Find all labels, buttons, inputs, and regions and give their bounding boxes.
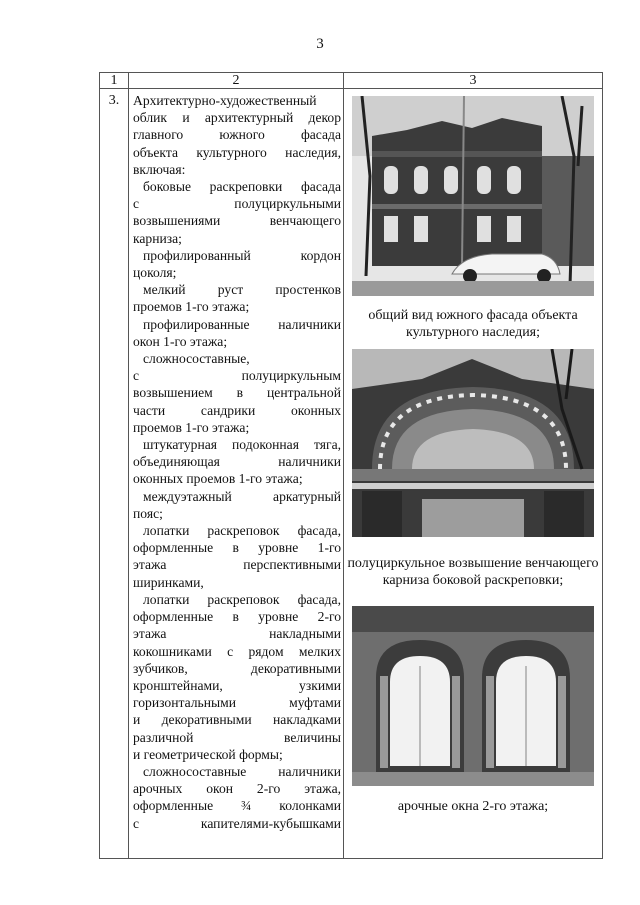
description-line: оформленные в уровне 1-го: [133, 540, 341, 556]
description-line: мелкий руст простенков: [143, 282, 341, 298]
photo-caption-2: полуциркульное возвышение венчающего карниза боковой раскреповки;: [347, 556, 599, 588]
description-line: цоколя;: [133, 265, 177, 281]
description-line: и геометрической формы;: [133, 746, 283, 762]
description-line: с капителями-кубышками: [133, 815, 341, 831]
description-line: лопатки раскреповок фасада,: [143, 591, 341, 607]
description-line: возвышениями венчающего: [133, 213, 341, 229]
description-line: проемов 1-го этажа;: [133, 419, 250, 435]
header-col-3: 3: [344, 73, 603, 89]
description-line: объединяющая наличники: [133, 454, 341, 470]
description-cell: [129, 89, 344, 859]
description-line: облик и архитектурный декор: [133, 110, 341, 126]
cornice-photo: [352, 349, 594, 537]
description-line: зубчиков, декоративными: [133, 660, 341, 676]
description-line: арочных окон 2-го этажа,: [133, 781, 341, 797]
description-line: боковые раскреповки фасада: [143, 179, 341, 195]
description-line: с полуциркульным: [133, 368, 341, 384]
description-line: кронштейнами, узкими: [133, 677, 341, 693]
description-line: оформленные ¾ колонками: [133, 798, 341, 814]
description-line: междуэтажный аркатурный: [143, 488, 341, 504]
description-line: профилированный кордон: [143, 247, 341, 263]
description-line: Архитектурно-художественный: [133, 93, 317, 108]
photo-cell: [344, 89, 603, 859]
header-row: [100, 73, 603, 89]
description-line: проемов 1-го этажа;: [133, 299, 250, 315]
description-line: сложносоставные наличники: [143, 763, 341, 779]
photo-caption-3: арочные окна 2-го этажа;: [397, 799, 549, 814]
description-line: кокошниками с рядом мелких: [133, 643, 341, 659]
description-line: оформленные в уровне 2-го: [133, 609, 341, 625]
description-line: возвышением в центральной: [133, 385, 341, 401]
description-line: части сандрики оконных: [133, 402, 341, 418]
description-line: и декоративными накладками: [133, 712, 341, 728]
row-number: 3.: [100, 89, 129, 859]
page-number: 3: [316, 36, 324, 52]
table-row: [100, 89, 603, 859]
description-line: включая:: [133, 161, 186, 177]
description-line: главного южного фасада: [133, 127, 341, 143]
description-line: сложносоставные,: [143, 351, 250, 367]
description-line: карниза;: [133, 230, 182, 246]
description-line: профилированные наличники: [143, 316, 341, 332]
description-line: пояс;: [133, 505, 163, 521]
header-col-1: 1: [100, 73, 129, 89]
description-line: объекта культурного наследия,: [133, 144, 341, 160]
description-line: штукатурная подоконная тяга,: [143, 437, 341, 453]
header-col-2: 2: [129, 73, 344, 89]
description-line: окон 1-го этажа;: [133, 333, 228, 349]
description-line: различной величины: [133, 729, 341, 745]
heritage-table: [99, 72, 603, 859]
description-line: с полуциркульными: [133, 196, 341, 212]
description-line: ширинками,: [133, 574, 204, 590]
description-line: лопатки раскреповок фасада,: [143, 523, 341, 539]
description-line: этажа перспективными: [133, 557, 341, 573]
description-text: [133, 92, 341, 832]
description-line: горизонтальными муфтами: [133, 695, 341, 711]
arched-windows-photo: [352, 606, 594, 786]
description-line: этажа накладными: [133, 626, 341, 642]
description-line: оконных проемов 1-го этажа;: [133, 471, 303, 487]
facade-photo: [352, 96, 594, 296]
photo-caption-1: общий вид южного фасада объекта культурного наследия;: [368, 308, 578, 340]
